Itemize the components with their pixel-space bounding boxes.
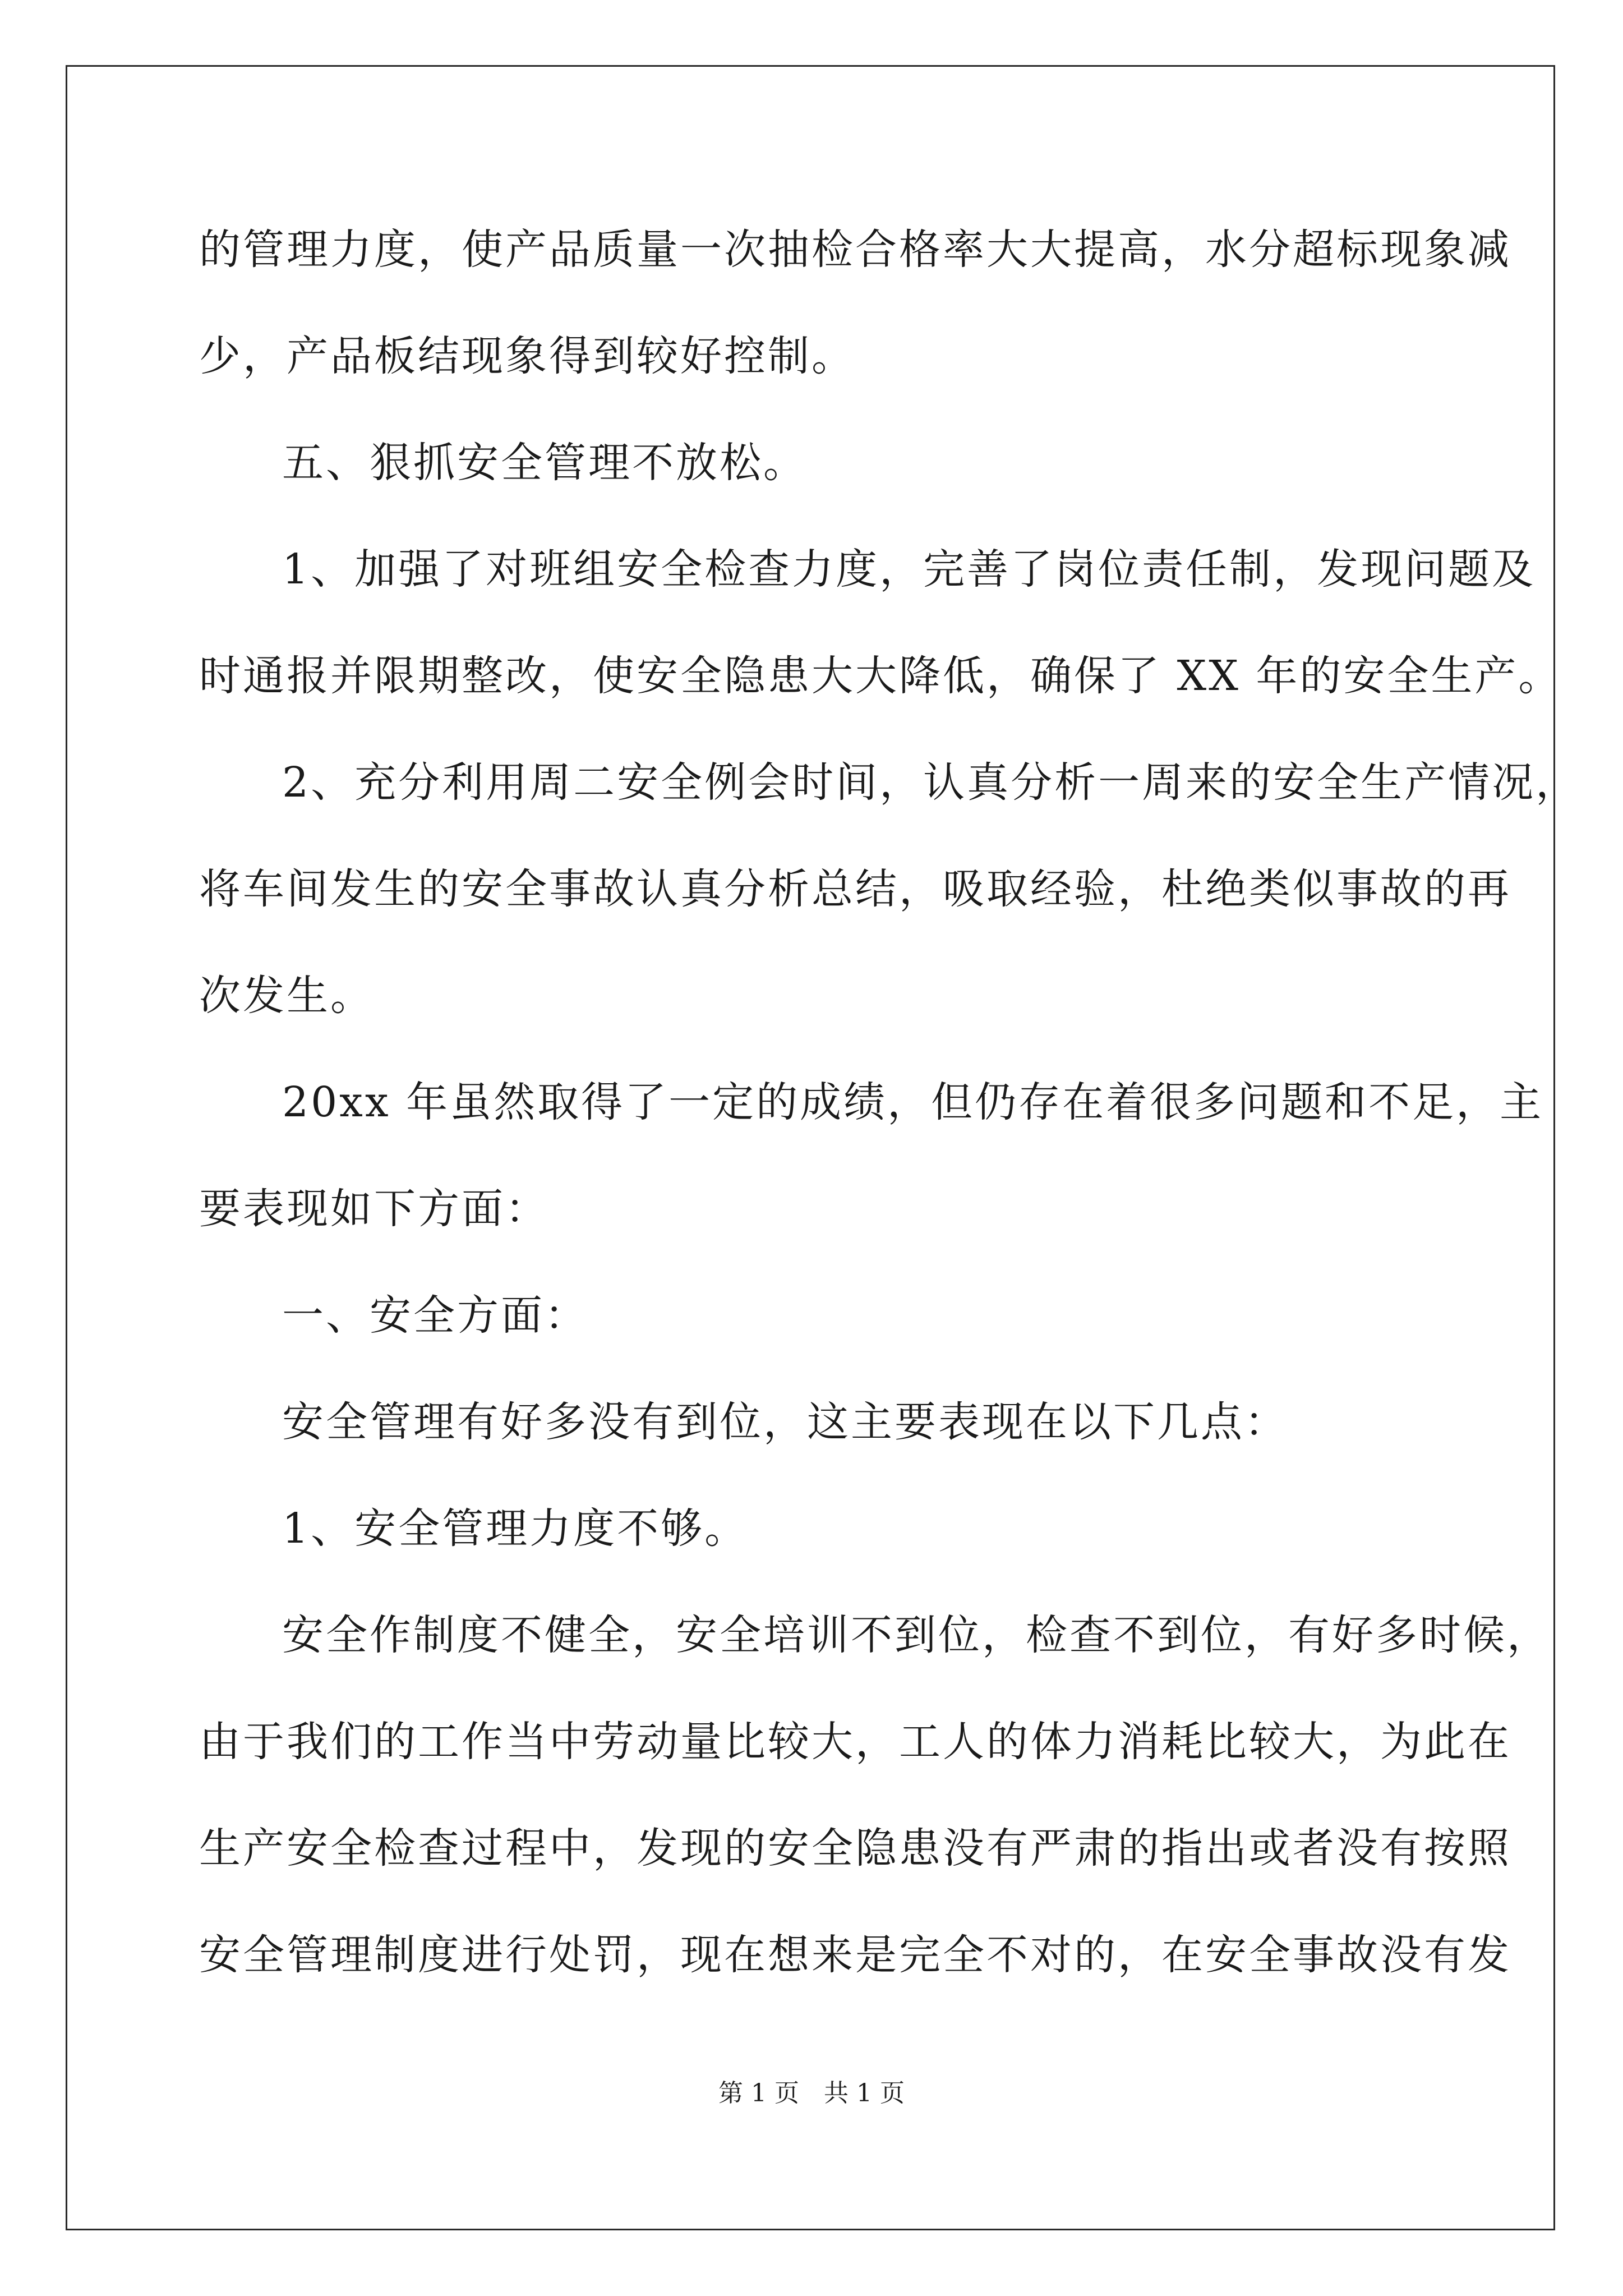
line-text: 1、安全管理力度不够。 — [282, 1504, 749, 1553]
page-number-label: 第 1 页 共 1 页 — [718, 2079, 905, 2108]
line-text: 一、安全方面： — [282, 1291, 588, 1340]
text-line — [199, 421, 1444, 527]
text-line — [199, 740, 1580, 847]
text-line — [199, 208, 1511, 314]
line-text: 20xx 年虽然取得了一定的成绩，但仍存在着很多问题和不足，主 — [282, 1078, 1544, 1126]
document-body — [199, 208, 1580, 2019]
line-text: 1、加强了对班组安全检查力度，完善了岗位责任制，发现问题及 — [282, 545, 1536, 593]
line-text: 2、充分利用周二安全例会时间，认真分析一周来的安全生产情况， — [282, 758, 1580, 807]
line-text: 五、狠抓安全管理不放松。 — [282, 439, 807, 487]
line-text: 安全管理制度进行处罚，现在想来是完全不对的，在安全事故没有发 — [199, 1931, 1511, 1979]
line-text: 安全管理有好多没有到位，这主要表现在以下几点： — [282, 1398, 1288, 1446]
line-text: 少，产品板结现象得到较好控制。 — [199, 332, 855, 380]
text-line — [199, 634, 1562, 740]
line-text: 要表现如下方面： — [199, 1185, 549, 1233]
text-line — [199, 314, 1444, 421]
line-text: 时通报并限期整改，使安全隐患大大降低，确保了 XX 年的安全生产。 — [199, 652, 1562, 700]
page-footer — [0, 2077, 1623, 2110]
text-line — [199, 1380, 1444, 1487]
line-text: 将车间发生的安全事故认真分析总结，吸取经验，杜绝类似事故的再 — [199, 865, 1511, 913]
line-text: 的管理力度，使产品质量一次抽检合格率大大提高，水分超标现象减 — [199, 226, 1511, 274]
text-line — [199, 1913, 1511, 2019]
text-line — [199, 1806, 1511, 1913]
text-line — [199, 1487, 1444, 1593]
text-line — [199, 1700, 1511, 1806]
text-line — [199, 1167, 1444, 1273]
text-line — [199, 1273, 1444, 1380]
text-line — [199, 1060, 1544, 1167]
line-text: 由于我们的工作当中劳动量比较大，工人的体力消耗比较大，为此在 — [199, 1718, 1511, 1766]
text-line — [199, 1593, 1551, 1700]
text-line — [199, 527, 1536, 634]
line-text: 生产安全检查过程中，发现的安全隐患没有严肃的指出或者没有按照 — [199, 1824, 1511, 1872]
line-text: 安全作制度不健全，安全培训不到位，检查不到位，有好多时候， — [282, 1611, 1551, 1659]
text-line — [199, 954, 1444, 1060]
line-text: 次发生。 — [199, 972, 374, 1020]
text-line — [199, 847, 1511, 954]
